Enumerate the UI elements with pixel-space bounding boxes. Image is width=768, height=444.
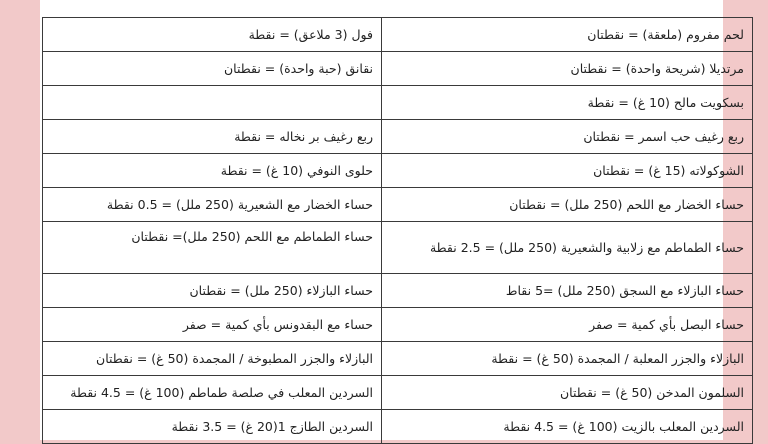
table-row <box>43 410 753 444</box>
table-row <box>43 222 753 274</box>
table-row <box>43 274 753 308</box>
table-cell: السلمون المدخن (50 غ) = نقطتان <box>382 376 753 410</box>
table-cell: فول (3 ملاعق) = نقطة <box>43 18 382 52</box>
table-row <box>43 154 753 188</box>
table-row <box>43 18 753 52</box>
table-row <box>43 342 753 376</box>
table-cell: ربع رغيف بر نخاله = نقطة <box>43 120 382 154</box>
table-cell: حساء البازلاء (250 ملل) = نقطتان <box>43 274 382 308</box>
table-cell: البازلاء والجزر المعلبة / المجمدة (50 غ) = نقطة <box>382 342 753 376</box>
table-cell: الشوكولاته (15 غ) = نقطتان <box>382 154 753 188</box>
table-cell: حساء البصل بأي كمية = صفر <box>382 308 753 342</box>
table-cell: نقانق (حبة واحدة) = نقطتان <box>43 52 382 86</box>
table-cell: حساء الخضار مع الشعيرية (250 ملل) = 0.5 نقطة <box>43 188 382 222</box>
table-cell: حساء البازلاء مع السجق (250 ملل) =5 نقاط <box>382 274 753 308</box>
table-cell <box>43 86 382 120</box>
food-points-table <box>42 17 753 444</box>
table-cell: حلوى النوفي (10 غ) = نقطة <box>43 154 382 188</box>
table-cell: السردين الطازج 1(20 غ) = 3.5 نقطة <box>43 410 382 444</box>
table-row <box>43 120 753 154</box>
table-row <box>43 86 753 120</box>
table-cell: حساء مع البقدونس بأي كمية = صفر <box>43 308 382 342</box>
table-cell: لحم مفروم (ملعقة) = نقطتان <box>382 18 753 52</box>
document-sheet <box>40 0 744 440</box>
table-cell: مرتديلا (شريحة واحدة) = نقطتان <box>382 52 753 86</box>
table-cell: حساء الخضار مع اللحم (250 ملل) = نقطتان <box>382 188 753 222</box>
table-cell: حساء الطماطم مع اللحم (250 ملل)= نقطتان <box>43 222 382 274</box>
table-row <box>43 308 753 342</box>
table-cell: السردين المعلب في صلصة طماطم (100 غ) = 4.5 نقطة <box>43 376 382 410</box>
table-row <box>43 188 753 222</box>
table-cell: حساء الطماطم مع زلابية والشعيرية (250 ملل) = 2.5 نقطة <box>382 222 753 274</box>
table-cell: السردين المعلب بالزيت (100 غ) = 4.5 نقطة <box>382 410 753 444</box>
table-cell: بسكويت مالح (10 غ) = نقطة <box>382 86 753 120</box>
table-row <box>43 52 753 86</box>
table-row <box>43 376 753 410</box>
table-cell: ربع رغيف حب اسمر = نقطتان <box>382 120 753 154</box>
table-cell: البازلاء والجزر المطبوخة / المجمدة (50 غ) = نقطتان <box>43 342 382 376</box>
